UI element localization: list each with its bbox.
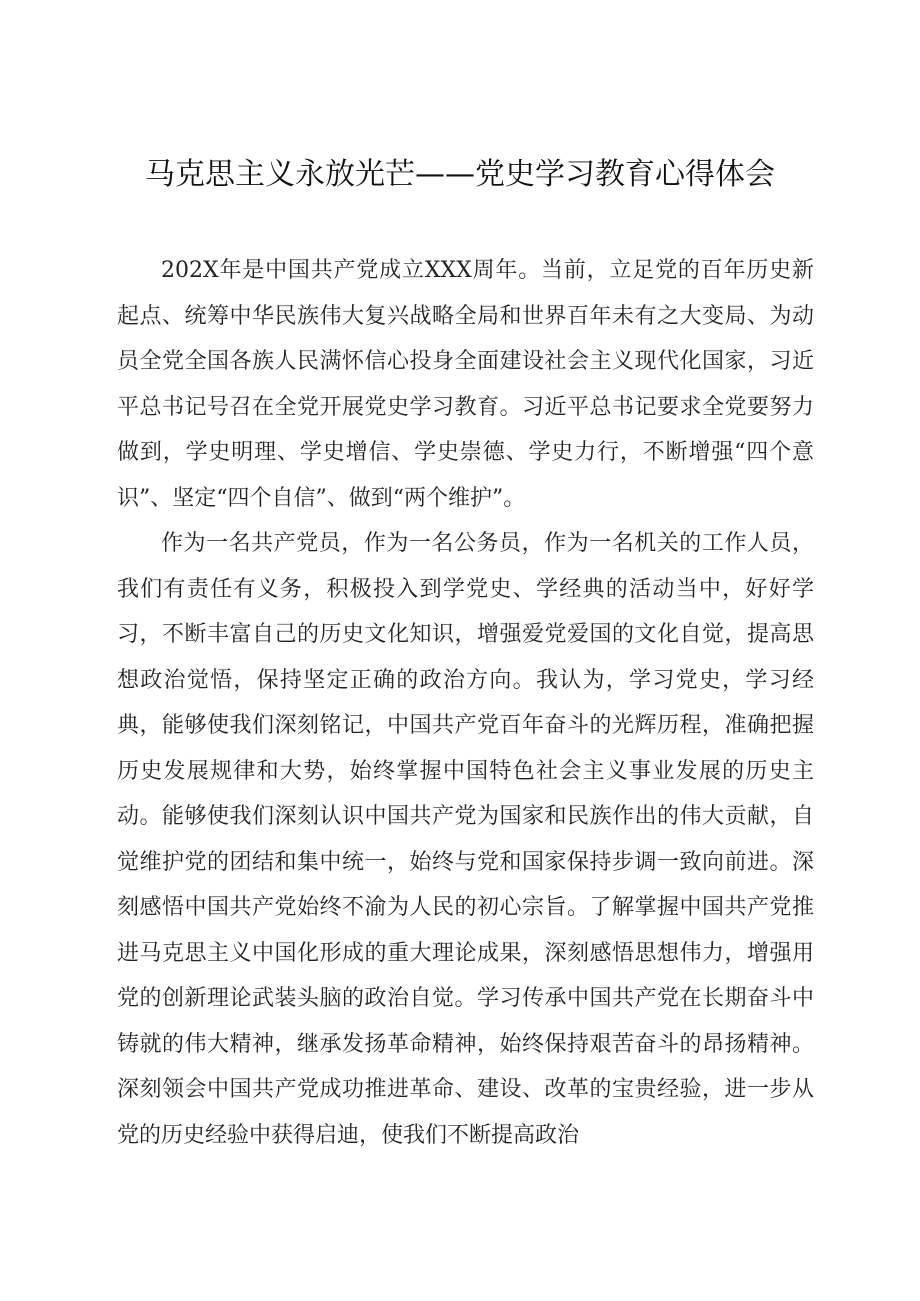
document-body [117,248,814,1158]
page-title: 马克思主义永放光芒——党史学习教育心得体会 [145,157,775,192]
paragraph-2: 作为一名共产党员，作为一名公务员，作为一名机关的工作人员，我们有责任有义务，积极投入到学党史、学经典的活动当中，好好学习，不断丰富自己的历史文化知识，增强爱党爱国的文化自觉，提高思想政治觉悟，保持坚定正确的政治方向。我认为，学习党史，学习经典，能够使我们深刻铭记，中国共产党百年奋斗的光辉历程，准确把握历史发展规律和大势，始终掌握中国特色社会主义事业发展的历史主动。能够使我们深刻认识中国共产党为国家和民族作出的伟大贡献，自觉维护党的团结和集中统一，始终与党和国家保持步调一致向前进。深刻感悟中国共产党始终不渝为人民的初心宗旨。了解掌握中国共产党推进马克思主义中国化形成的重大理论成果，深刻感悟思想伟力，增强用党的创新理论武装头脑的政治自觉。学习传承中国共产党在长期奋斗中铸就的伟大精神，继承发扬革命精神，始终保持艰苦奋斗的昂扬精神。深刻领会中国共产党成功推进革命、建设、改革的宝贵经验，进一步从党的历史经验中获得启迪，使我们不断提高政治 [117,531,814,1148]
paragraph-1: 202X年是中国共产党成立XXX周年。当前，立足党的百年历史新起点、统筹中华民族伟大复兴战略全局和世界百年未有之大变局、为动员全党全国各族人民满怀信心投身全面建设社会主义现代化国家，习近平总书记号召在全党开展党史学习教育。习近平总书记要求全党要努力做到，学史明理、学史增信、学史崇德、学史力行，不断增强“四个意识”、坚定“四个自信”、做到“两个维护”。 [117,258,814,511]
